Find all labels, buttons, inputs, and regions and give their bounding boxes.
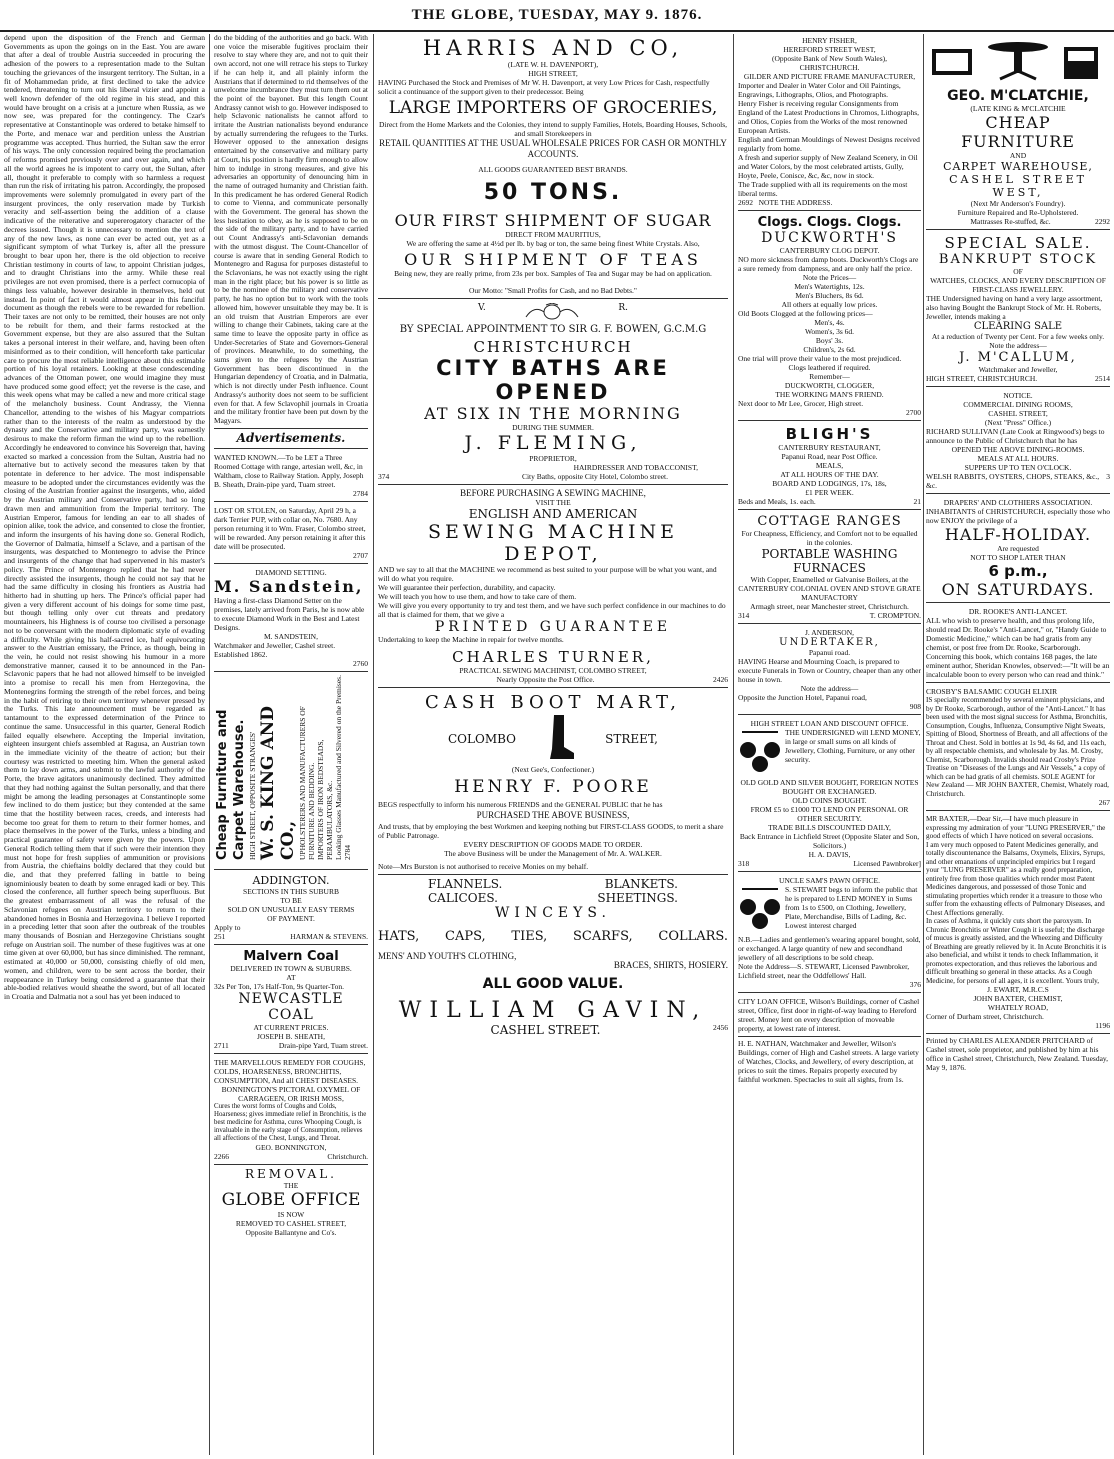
- ad-text: Cures the worst forms of Coughs and Colds, Hoarseness; gives immediate relief in Bronchitis, is the best medicine for Asthma, cures Whooping Cough, is invaluable in the early stage of Consumption, relieves all affections of the Chest, Lungs, and Throat.: [214, 1102, 367, 1142]
- ad-line: With Copper, Enamelled or Galvanise Boilers, at the: [750, 575, 909, 584]
- ad-crosby-elixir: [926, 685, 1110, 811]
- ad-cottage-ranges: [738, 512, 921, 624]
- ad-text: Undertaking to keep the Machine in repair for twelve months.: [378, 635, 564, 644]
- ad-text: H. E. NATHAN, Watchmaker and Jeweller, Wilson's Buildings, corner of High and Cashel streets. A large variety of Watches, Clocks, and Jewellery, of every description, at prices to suit the times. Repairs properly executed by faithful workmen. Spectacles to suit all sights, from 1s.: [738, 1039, 919, 1084]
- ad-title: CHEAP FURNITURE: [961, 113, 1075, 151]
- column-1: [4, 34, 205, 1455]
- furniture-illustration: [926, 39, 1110, 85]
- ad-title: BLIGH'S: [785, 425, 874, 443]
- ad-line: HAIRDRESSER AND TOBACCONIST,: [573, 463, 698, 472]
- ad-signature-line: Watchmaker and Jeweller, Cashel street. Established 1862.: [214, 640, 336, 659]
- ad-line: TRADE BILLS DISCOUNTED DAILY,: [768, 823, 891, 832]
- ad-address: Opposite the Junction Hotel, Papanui road,: [738, 693, 867, 702]
- ad-bonnington-remedy: [214, 1056, 368, 1165]
- ad-line: Watchmaker and Jeweller,: [978, 365, 1058, 374]
- ad-line: Are requested: [997, 544, 1039, 553]
- ad-text: We will teach you how to use them, and how to take care of them.: [378, 592, 577, 601]
- ad-signature-line: Christchurch.: [327, 1151, 368, 1161]
- ad-text: For Cheapness, Efficiency, and Comfort not to be equalled in the colonies.: [741, 529, 918, 547]
- ad-diamond-setting: [214, 566, 368, 672]
- ad-number: 2692: [738, 198, 753, 207]
- ad-text: And trusts, that by employing the best Workmen and keeping nothing but FIRST-CLASS GOODS, to merit a share of Public Patronage.: [378, 822, 724, 840]
- ad-line: 32s Per Ton, 17s Half-Ton, 9s Quarter-Ton.: [214, 981, 344, 991]
- ad-number: 2711: [214, 1040, 229, 1050]
- ad-line: BRACES, SHIRTS, HOSIERY.: [613, 960, 728, 970]
- ad-line: (LATE KING & M'CLATCHIE: [970, 104, 1066, 113]
- ad-line: Remember—: [809, 372, 850, 381]
- article-body: depend upon the disposition of the French and German Governments as upon the goings on in the East. You are aware that after a deal of trouble Austria succeeded in procuring the adhesion of the powers to a representation made to the Sultan touching the grievances of the insurgent territory. The Sultan, in a fit of Mohammedan pride, at first declined to take the advice tendered, threatening to turn out his liberal vizier and appoint a well known defender of the old regime in his stead, and this would have brought on a crisis at a juncture when Russia, as we now see, was prepared for the contingency. The Czar's representative at Constantinople was ordered to betake himself to the Porte, and menace war and perdition unless the Austrian programme was accepted. Thus hurried, the Sultan saw the error of his ways. The only concession required being the proclamation of reforms promised previously over and over again, and which all the world agrees he is impotent to carry out, the Sultan, after all, thought it preferable to comply with so harmless a request than run the risk of irritating his patron. Accordingly, the proposed improvements were solemnly promulgated in every part of the insurgent provinces, the only reservation made by Turkish veracity and self-assertion being the addition of a clause indicative of the reiterative and supererogatory character of the decrees issued. Though it is unnecessary to mention the text of any of the new laws, as none can ever be acted out, yet as a significant symptom of what Turkey is, after all the pressure brought to bear upon her, there is the old objection to receive Christian testimony in courts of law, to appoint Christian judges, and to draught Christians into the army. While these real privileges are not even promised, there is a perfect cornucopia of things less valuable, however desirable in themselves, held out instead. In point of fact it would almost appear in this fanciful document as though the rebels were to be rewarded for rebellion. Their taxes are not only to be remitted, their houses are not only to be rebuilt for them, and their farms restocked at the Government expense, but they are also assured that the Sultan takes a personal interest in their welfare, and, having been often misinformed as to their condition, will henceforth take particular care to procure the most reliable intelligence about this estimable portion of his loyal retainers. Looking at these condescending advances of the Ottoman power, one would imagine they must have produced some good effect; yet the reverse is the case, and this week opens what may be called a new and more critical stage of the melancholy business. Count Andrassy, the Vienna Chancellor, attending to the wishes of his Magyar compatriots rather than to the interests of the realm as understood by the dynasty and the Conservative and military party, was earnestly desirous to make the reform firman the wind up to the rebellion. Accordingly he endeavored to convince his Sovereign that, having exacted so marked a concession from the Sultan, Austria had no alternative but to actively second the measures taken by that potentate in deference to her advice. The most indispensable measure to be adopted under the circumstances evidently was the closing of the Austrian frontier against the insurgents, who, aided by the Austrian military and Conservative party, had so long drawn men and ammunition from the Imperial territory. The Austrian Emperor, famous for lending an ear to all shades of opinion alike, took the advice, and consented to close the frontier, and inform the insurgents of his having done so. General Rodich, the Governor of Dalmatia, himself a Sclave, and a partisan of the insurgents, was despatched to Montenegro to advise the Prince and insurgents of the change that had supervened in his master's policy. The Prince of Montenegro replied that he had never directly assisted the insurgents, though he could not say that he had the same difficulty in closing his frontiers as Austria had hitherto had in shutting up hers. The Prince's official paper had given a very different account of his doings for some time past, but though telling only over cut threats and predatory mountaineers, his Highness is of course too civilised a personage not to be conversant with the modern diplomatic style of evading a difficulty. While giving his half-sacred ice, half equivocating answer to the Austrian emissary, the Prince, as though, being in the vein, he could not resist showing his humour in a more demonstrative manner, caused it to be announced in the Pan-Sclavonic papers that he had not allowed himself to be inveigled into a promise to recall his men from Herzegovina, the Montenegrins forming the strength of the rebel forces, and being in the habit of retiring to their own territory whenever pressed by the Turks. This late announcement must be regarded as tantamount to the expressed determination of the Prince to continue the same. Unsuccessful in this quarter, General Rodich failed equally elsewhere. Accepting the Imperial invitation, eighteen insurgent chiefs assembled at Ragusa, an Austrian town in the immediate vicinity of the theatre of action; but their courtesy was restricted to meeting him. When the general asked them to lay down arms, and submit to the lawful authority of the Porte, the brave agitators unanimously declined. They admitted that they had nothing against the Sultan personally, and that there might be among the leading personages at Constantinople some few inclined to do them justice; but they contended at the same time that the hostility between races, creeds, and interests had become too great for them to return to their former homes, and place themselves in the power of the Turks, unless a binding and practical guarantee of safety were given by the powers. Upon General Rodich telling them that if such were their intention they must not hope for fresh supplies of ammunition or provisions from Austria, the chieftains boldly declared that they could but die, and that they preferred falling in battle to being ignominiously beaten to death by some enraged kadi or bey. This closed the conference, all further speech being superfluous. But the greatest embarrassment of all was the refusal of the Sclavonian refugees on Austrian territory to return to their abandoned homes in Bosnia and Herzegovina. I believe I reported in a preceding letter that soon after the outbreak of the troubles many thousands of Bosnian and Herzegovine Christians sought refuge on Austrian soil. The number of these fugitives was at one time given at over 60,000, but has since diminished. The remnant, estimated at 40,000 or 50,000, consisting chiefly of old men, women, and children, were to be sent across the border, their reappearance in Turkey being considered a guarantee that their able-bodied relatives would sheathe the sword, but of all located in Croatia and Dalmatia not a soul has yet been induced to: [4, 34, 205, 1002]
- boot-icon: [546, 713, 576, 765]
- ad-number: 21: [913, 497, 921, 506]
- ad-text: AND we say to all that the MACHINE we recommend as best suited to your purpose will be what you want, and will do what you require.: [378, 565, 717, 583]
- ad-line: PRACTICAL SEWING MACHINIST, COLOMBO STREET,: [459, 666, 647, 675]
- royal-arms-icon: [522, 303, 582, 324]
- ad-signature-line: JOHN BAXTER, CHEMIST,: [973, 994, 1063, 1003]
- ad-anderson-undertaker: [738, 626, 921, 715]
- ad-line: The above Business will be under the Management of Mr. A. WALKER.: [444, 849, 662, 858]
- ad-text: We will give you every opportunity to try and test them, and we have such perfect confidence in our machines to do all that is claimed for them, that we give a: [378, 601, 726, 619]
- ad-item: CALICOES.: [428, 891, 498, 905]
- ad-subtitle: ALL GOOD VALUE.: [482, 976, 624, 992]
- ad-line: Men's Bluchers, 8s 6d.: [795, 291, 864, 300]
- ad-number: 2426: [713, 675, 728, 684]
- ad-line: Old Boots Clogged at the following prices—: [738, 309, 873, 318]
- ad-line: DIRECT FROM MAURITIUS,: [505, 230, 601, 239]
- ad-line: MENS' AND YOUTH'S CLOTHING,: [378, 951, 517, 961]
- ad-line: Apply to: [214, 922, 241, 932]
- ad-line: Clogs leathered if required.: [788, 363, 871, 372]
- ad-line: SUPPERS UP TO TEN O'CLOCK.: [964, 463, 1072, 472]
- ad-lost-or-stolen: [214, 504, 368, 564]
- column-rule: [209, 34, 210, 1455]
- ad-item: FLANNELS.: [428, 877, 503, 891]
- ad-number: 2760: [353, 658, 368, 668]
- ad-number: 267: [1098, 798, 1110, 807]
- ad-subtitle: OUR FIRST SHIPMENT OF SUGAR: [394, 211, 712, 230]
- ad-name: CHARLES TURNER,: [452, 648, 654, 666]
- ad-line: PURCHASED THE ABOVE BUSINESS,: [476, 810, 630, 820]
- ad-number: 314: [738, 611, 750, 620]
- ad-signature-line: THE WORKING MAN'S FRIEND.: [775, 390, 884, 399]
- ad-sewing-machine: [378, 487, 728, 688]
- ad-item: COLLARS.: [658, 929, 728, 944]
- ad-address: Next door to Mr Lee, Grocer, High street.: [738, 399, 864, 408]
- ad-line: CANTERBURY COLONIAL OVEN AND STOVE GRATE MANUFACTORY: [738, 584, 921, 602]
- ad-item: CAPS,: [445, 929, 486, 944]
- ad-line: AT: [286, 972, 296, 982]
- ad-line: AND: [1009, 151, 1027, 160]
- ad-line: CANTERBURY CLOG DEPOT.: [779, 246, 880, 255]
- ad-king-line: Looking Glasses Manufactured and Silvered on the Premises.: [334, 674, 343, 860]
- ad-line: BOARD AND LODGINGS, 17s, 18s,: [772, 479, 887, 488]
- ad-item: BLANKETS.: [604, 877, 678, 891]
- column-3: [378, 34, 728, 1455]
- ad-text: INHABITANTS of CHRISTCHURCH, especially those who now ENJOY the privilege of a: [926, 507, 1110, 525]
- ad-number: 1196: [1095, 1021, 1110, 1030]
- ad-note: NOTE THE ADDRESS.: [758, 198, 833, 207]
- ad-line: (Next "Press" Office.): [984, 418, 1052, 427]
- ad-text: I am very much opposed to Patent Medicines generally, and totally discountenance the Balsams, Oxymels, Elixirs, Syrups, and other emanations of unprincipled empirics but I regard your "LUNG PRESERVER" as a really good preparation, entirely free from those qualities which render most Patent Medicines dangerous, and possessed of those Tonic and stimulating properties which render it a treasure to those who suffer from the exhausting effects of Pulmonary Diseases, and Chest Affections generally.: [926, 840, 1105, 917]
- ad-line: STREET,: [605, 732, 658, 746]
- article-body-continued: do the bidding of the authorities and go back. With one voice the miserable fugitives proclaim their resolve to stay where they are, and not to quit their own accord, not one will retrace his steps to Turkey if he can help it, and all plainly inform the Austrians that if determined to rid themselves of the unwelcome incumbrance they must turn them out at the point of the bayonet. But this length Count Andrassy cannot wish to go. However indisposed to help Sclavonic nationalists he cannot afford to irritate the Austrian nationalists beyond endurance by actually surrendering the refugees to the Turks. However opposed to the annexation designs entertained by the conservative and military party at Court, his position is hardly firm enough to allow him to indulge in strong measures, and give his adversaries an opportunity of denouncing him in the name of outraged humanity and Christian faith. In this predicament he has ordered General Rodich to come to Vienna, and communicate personally with the Government. The general has shown the less hesitation to obey, as he is supposed to be on the side of the military party, and to have carried out Count Andrassy's anti-Sclavonian demands with the utmost disgust. The Count-Chancellor of course is aware that in sending General Rodich to Montenegro and Ragusa for purposes distasteful to the Sclavonians, he was not exactly using the right man in the right place; but his power is so little as to be the nominee of the military and conservative party, he has no option but to work with the tools allowed him, however unsuitable they may be. It is an old truism that Austrian Emperors are ever willing to change their Cabinets, taking care at the same time to leave the opposite party in office as Under-Secretaries of State and Governors-General of provinces. Meanwhile, to do something, the sums given to the refugees by the Austrian Government has been discontinued in the Hungarian dependency of Croatia, and in Dalmatia, which is not directly under Pesth influence. Count Andrassy's authority does not seem to be sufficient even for that. A few Sclavophil journals in Croatia and the military frontier have been put down by the Magyars.: [214, 34, 368, 425]
- ad-drapers-association: [926, 496, 1110, 603]
- ad-subheading: BANKRUPT STOCK: [938, 252, 1098, 267]
- ad-line: SOLD ON UNUSUALLY EASY TERMS: [227, 904, 355, 914]
- ad-address: City Baths, opposite City Hotel, Colombo street.: [521, 472, 668, 481]
- ad-time: 6 p.m.,: [988, 562, 1048, 580]
- pawnbroker-balls-icon: [738, 728, 782, 778]
- ad-text: THE Undersigned having on hand a very large assortment, also having Bought the Bankrupt Stock of Mr. H. Roberts, Jeweller, intends making a: [926, 294, 1103, 321]
- ad-heading: CROSBY'S BALSAMIC COUGH ELIXIR: [926, 687, 1058, 696]
- ad-name: GEO. M'CLATCHIE,: [947, 88, 1089, 104]
- ad-line: (Opposite Bank of New South Wales),: [771, 54, 888, 63]
- ad-text: CITY LOAN OFFICE, Wilson's Buildings, corner of Cashel street, Office, first door in right-of-way leading to Hereford street. Money lent on every description of moveable property, at lowest rate of interest.: [738, 997, 920, 1033]
- ad-line: COMMERCIAL DINING ROOMS,: [963, 400, 1073, 409]
- ad-line: AT ALL HOURS OF THE DAY.: [780, 470, 879, 479]
- ad-line: THE MARVELLOUS REMEDY FOR COUGHS, COLDS, HOARSENESS, BRONCHITIS, CONSUMPTION, And all CHEST DISEASES.: [214, 1057, 366, 1085]
- ad-address: Nearly Opposite the Post Office.: [496, 675, 595, 684]
- ad-text: English and German Mouldings of Newest Designs received regularly from home.: [738, 135, 920, 153]
- ad-line: OF PAYMENT.: [267, 913, 315, 923]
- ad-text: Having a first-class Diamond Setter on the premises, lately arrived from Paris, he is now able to execute Diamond Work in the Best and Latest Designs.: [214, 595, 365, 632]
- ad-number: 2784: [353, 488, 368, 498]
- ad-text: The Trade supplied with all its requirements on the most liberal terms.: [738, 180, 908, 198]
- ad-signature-line: WHATELY ROAD,: [987, 1003, 1049, 1012]
- ad-heading: COTTAGE RANGES: [757, 514, 902, 529]
- ad-city-baths: [378, 301, 728, 485]
- furniture-icon: [928, 39, 1108, 85]
- ad-commercial-dining-rooms: [926, 389, 1110, 494]
- ad-text: WANTED KNOWN.—To be LET a Three Roomed Cottage with range, artesian well, &c, in Waltham, close to Railway Station. Apply, Joseph B. Sheath, Drain-pipe yard, Tuam street.: [214, 452, 364, 489]
- ad-number: 376: [909, 980, 921, 989]
- ad-address: Corner of Durham street, Christchurch.: [926, 1012, 1044, 1021]
- ad-baxter-lung-preserver: [926, 813, 1110, 1034]
- column-2: [214, 34, 368, 1455]
- ad-heading: Clogs. Clogs. Clogs.: [757, 215, 902, 230]
- ad-city-loan-office: [738, 995, 921, 1037]
- ad-king-line: FURNITURE AND BEDDING.: [307, 762, 316, 860]
- ad-name: DUCKWORTH'S: [761, 230, 898, 246]
- ad-text: S. STEWART begs to inform the public that he is prepared to LEND MONEY in Sums from 1s to £500, on Clothing, Jewellery, Plate, Merchandise, Bills of Lading, &c. Lowest interest charged: [785, 885, 918, 930]
- royal-r: R.: [618, 303, 628, 313]
- ad-malvern-coal: [214, 947, 368, 1054]
- ad-text: ALL who wish to preserve health, and thus prolong life, should read Dr. Rooke's "Anti-Lancet," or, "Handy Guide to Domestic Medicine," which can be had gratis from any chemist, or post free from Dr. Rooke, Scarborough. Concerning this book, which contains 168 pages, the late eminent author, Sheridan Knowles, observed:—"It will be an incalculable boon to every person who can read and think.": [926, 616, 1110, 679]
- ad-name: HENRY F. POORE: [454, 777, 652, 797]
- ad-addington: [214, 872, 368, 945]
- ad-number: 2456: [712, 1023, 728, 1032]
- ad-text: LOST OR STOLEN, on Saturday, April 29 h, a dark Terrier PUP, with collar on, No. 7680. Any person returning it to Wm. Fraser, Colombo street, will be rewarded. Any person retaining it after this date will be prosecuted.: [214, 505, 366, 551]
- masthead: THE GLOBE, TUESDAY, MAY 9. 1876.: [0, 0, 1114, 32]
- ad-line: Men's, 4s.: [814, 318, 845, 327]
- ad-line: Note the address—: [800, 684, 859, 693]
- royal-v: V.: [478, 303, 486, 313]
- ad-text: N.B.—Ladies and gentlemen's wearing apparel bought, sold, or exchanged. A large quantity of new and secondhand jewellery of all descriptions to be sold cheap.: [738, 935, 921, 962]
- ad-line: HIGH STREET,: [528, 69, 578, 78]
- ad-heading: ADDINGTON.: [252, 873, 330, 887]
- ad-text: RETAIL QUANTITIES AT THE USUAL WHOLESALE PRICES FOR CASH OR MONTHLY ACCOUNTS.: [379, 138, 727, 159]
- ad-heading: Malvern Coal: [243, 948, 339, 964]
- ad-heading: DR. ROOKE'S ANTI-LANCET.: [968, 607, 1068, 616]
- ad-mclatchie-furniture: [926, 34, 1110, 230]
- ad-text: A fresh and superior supply of New Zealand Scenery, in Oil and Water Colors, by the most celebrated artists, Gully, Hoyte, Peele, Conisce, &c, &c, now in stock.: [738, 153, 918, 180]
- ad-line: VISIT THE: [535, 498, 571, 507]
- ad-king-line: UPHOLSTERERS AND MANUFACTURERS OF: [298, 705, 307, 860]
- ad-text: NO more sickness from damp boots. Duckworth's Clogs are a sure remedy from dampness, and are only half the price.: [738, 255, 919, 273]
- ad-line: Mattrasses Re-stuffed, &c.: [970, 217, 1051, 226]
- ad-title: ON SATURDAYS.: [941, 580, 1095, 599]
- ad-text: BEGS respectfully to inform his numerous FRIENDS and the GENERAL PUBLIC that he has: [378, 800, 663, 809]
- column-rule: [923, 34, 924, 1455]
- ad-number: 2784: [343, 844, 352, 860]
- ad-item: TIES,: [511, 929, 548, 944]
- ad-text: Direct from the Home Markets and the Colonies, they intend to supply Families, Hotels, Boarding Houses, Schools, and small Storekeepers in: [378, 120, 728, 138]
- ad-line: All others at equally low prices.: [781, 300, 878, 309]
- ad-line: CLEARING SALE: [973, 321, 1063, 332]
- ad-line: Note the Prices—: [802, 273, 857, 282]
- ad-heading: HIGH STREET LOAN AND DISCOUNT OFFICE.: [750, 719, 909, 728]
- ad-text: We are offering the same at 4½d per lb. by bag or ton, the same being finest White Crystals. Also,: [406, 239, 700, 248]
- ad-line: CARPET WAREHOUSE,: [943, 160, 1093, 173]
- ad-line: OLD COINS BOUGHT.: [792, 796, 867, 805]
- ad-text: HAVING Hearse and Mourning Coach, is prepared to execute Funerals in Town or Country, cheaper than any other house in town.: [738, 657, 921, 684]
- ad-line: (LATE W. H. DAVENPORT),: [507, 60, 599, 69]
- ad-line: GILDER AND PICTURE FRAME MANUFACTURER,: [743, 72, 916, 81]
- ad-line: £1 PER WEEK.: [805, 488, 854, 497]
- advertisements-heading: Advertisements.: [236, 430, 346, 445]
- ad-line: ENGLISH AND AMERICAN: [468, 507, 638, 521]
- ad-line: OLD GOLD AND SILVER BOUGHT, FOREIGN NOTES BOUGHT OR EXCHANGED.: [740, 778, 919, 796]
- ad-note: Note—Mrs Burston is not authorised to receive Monies on my behalf.: [378, 862, 589, 871]
- ad-subtitle: LARGE IMPORTERS OF GROCERIES,: [388, 98, 718, 118]
- ad-number: 2292: [1094, 217, 1110, 226]
- ad-text: ALL GOODS GUARANTEED BEST BRANDS.: [478, 165, 628, 174]
- ad-subtitle: AT SIX IN THE MORNING: [424, 404, 682, 423]
- ad-line: DURING THE SUMMER.: [512, 423, 594, 432]
- ad-line: Men's Watertights, 12s.: [794, 282, 865, 291]
- column-rule: [733, 34, 734, 1455]
- ad-text: We will guarantee their perfection, durability, and capacity.: [378, 583, 556, 592]
- ad-line: EVERY DESCRIPTION OF GOODS MADE TO ORDER.: [463, 840, 643, 849]
- ad-signature: J. EWART, M.R.C.S: [987, 985, 1049, 994]
- ad-item: WINCEYS.: [495, 905, 611, 921]
- ad-subtitle: PORTABLE WASHING FURNACES: [761, 547, 898, 575]
- ad-title: M. Sandstein,: [214, 576, 364, 596]
- ad-heading: NOTICE.: [1003, 391, 1033, 400]
- ad-number: 2707: [353, 550, 368, 560]
- ad-line: Papanui Road, near Post Office.: [781, 452, 878, 461]
- ad-number: 251: [214, 931, 226, 941]
- ad-signature: T. CROMPTON.: [869, 611, 921, 620]
- ad-item: SCARFS,: [573, 929, 633, 944]
- ad-name: WILLIAM GAVIN,: [398, 998, 708, 1023]
- ad-title: SEWING MACHINE DEPOT,: [427, 521, 679, 565]
- ad-signature: H. A. DAVIS,: [808, 850, 851, 859]
- ad-line: THE: [283, 1180, 299, 1190]
- ad-king-furniture: [214, 674, 368, 870]
- ad-number: 318: [738, 859, 750, 868]
- ad-line: PROPRIETOR,: [529, 454, 577, 463]
- ad-line: WELSH RABBITS, OYSTERS, CHOPS, STEAKS, &c., &c.: [926, 472, 1100, 490]
- ad-line: BEFORE PURCHASING A SEWING MACHINE,: [460, 488, 646, 498]
- ad-line: Opposite Ballantyne and Co's.: [245, 1227, 337, 1237]
- ad-text: THE UNDERSIGNED will LEND MONEY, in large or small sums on all kinds of Jewellery, Clothing, Furniture, or any other security.: [785, 728, 921, 764]
- ad-blighs-restaurant: [738, 423, 921, 510]
- ad-line: OF: [1013, 267, 1023, 276]
- ad-line: TO BE: [280, 895, 302, 905]
- ad-title: HARRIS AND CO,: [422, 36, 684, 60]
- ad-nathan-watchmaker: [738, 1039, 921, 1084]
- ad-line: CHRISTCHURCH.: [799, 63, 860, 72]
- ad-heading: REMOVAL.: [244, 1166, 337, 1181]
- ad-line: COLOMBO: [448, 732, 516, 746]
- ad-line: Women's, 3s 6d.: [804, 327, 855, 336]
- ad-line: AT CURRENT PRICES.: [253, 1022, 329, 1032]
- ad-text: In cases of Asthma, it quickly cuts short the paroxysm. In Chronic Bronchitis or Winter Cough it is useful; the discharge of mucus is greatly assisted, and the Wheezing and Difficulty of Breathing are greatly relieved by it. In Acute Bronchitis it is also beneficial, and whilst it tends to check Inflammation, it promotes expectoration, and thus relieves the laborious and difficult breathing so general in these attacks. As a Cough Medicine, for persons of all ages, it is excellent. Yours truly,: [926, 917, 1107, 985]
- ad-text: RICHARD SULLIVAN (Late Cook at Ringwood's) begs to announce to the Public of Christchurch that he has: [926, 427, 1105, 445]
- ad-text: Henry Fisher is receiving regular Consignments from England of the Latest Productions in Chromos, Lithographs, and Olios, Copies from the Works of the most renowned European Artists.: [738, 99, 920, 135]
- column-rule: [373, 34, 374, 1455]
- ad-line: CHRISTCHURCH: [473, 338, 633, 356]
- ad-signature: DUCKWORTH, CLOGGER,: [784, 381, 875, 390]
- ad-duckworth-clogs: [738, 213, 921, 421]
- ad-text: HAVING Purchased the Stock and Premises of Mr W. H. Davenport, at very Low Prices for Cash, respectfully solicit a continuance of the support given to their predecessor. Being: [378, 78, 710, 96]
- ad-number: 2514: [1095, 374, 1110, 383]
- ad-title: GLOBE OFFICE: [221, 1189, 361, 1210]
- ad-line: DELIVERED IN TOWN & SUBURBS.: [230, 963, 352, 973]
- ad-line: WATCHES, CLOCKS, AND EVERY DESCRIPTION OF FIRST-CLASS JEWELLERY.: [930, 276, 1106, 294]
- ad-wanted-known: [214, 451, 368, 502]
- ad-line: REMOVED TO CASHEL STREET,: [235, 1218, 347, 1228]
- ad-line: Furniture Repaired and Re-Upholstered.: [957, 208, 1079, 217]
- ad-special-sale: [926, 232, 1110, 387]
- ad-tons: 50 TONS.: [483, 180, 623, 205]
- ad-line: CANTERBURY RESTAURANT,: [778, 443, 881, 452]
- ad-subtitle: PRINTED GUARANTEE: [434, 619, 672, 635]
- ad-line: Papanui road.: [808, 648, 851, 657]
- ad-removal: [214, 1167, 368, 1237]
- ad-signature: HARMAN & STEVENS.: [290, 931, 368, 941]
- ad-line: HIGH STREET, CHRISTCHURCH.: [926, 374, 1038, 383]
- imprint: Printed by CHARLES ALEXANDER PRITCHARD of Cashel street, sole proprietor, and published by him at his office in Cashel street, Christchurch, New Zealand. Tuesday, May 9, 1876.: [926, 1036, 1109, 1072]
- ad-line: At a reduction of Twenty per Cent. For a few weeks only.: [931, 332, 1105, 341]
- ad-line: MEALS AT ALL HOURS.: [977, 454, 1059, 463]
- ad-king-address: HIGH STREET, OPPOSITE STRANGES': [248, 731, 257, 860]
- ad-line: Note the address—: [989, 341, 1047, 350]
- ad-text: Importer and Dealer in Water Color and Oil Paintings, Engravings, Lithographs, Olios, and Photographs.: [738, 81, 901, 99]
- ad-line: OPENED THE ABOVE DINING-ROOMS.: [951, 445, 1085, 454]
- ad-title: HALF-HOLIDAY.: [944, 525, 1092, 544]
- ad-subheading: NEWCASTLE COAL: [238, 990, 344, 1023]
- ad-heading: DIAMOND SETTING.: [255, 567, 327, 577]
- ad-line: MEALS,: [815, 461, 844, 470]
- ad-signature: M. SANDSTEIN,: [264, 631, 318, 641]
- ad-heading: DRAPERS' AND CLOTHIERS ASSOCIATION.: [943, 498, 1093, 507]
- ad-line: FROM £5 to £1000 TO LEND ON PERSONAL OR OTHER SECURITY.: [750, 805, 909, 823]
- ad-line: Boys' 3s.: [815, 336, 844, 345]
- ad-name: J. M'CALLUM,: [959, 350, 1077, 365]
- ad-line: (Next Gee's, Confectioner.): [511, 765, 595, 774]
- pawnbroker-balls-icon: [738, 885, 782, 935]
- ad-line: NOT TO SHOP LATER THAN: [970, 553, 1066, 562]
- ad-king-left: Cheap Furniture and Carpet Warehouse.: [215, 709, 247, 860]
- ad-king-name: W. S. KING AND CO.,: [258, 705, 298, 860]
- ad-line: BY SPECIAL APPOINTMENT TO SIR G. F. BOWEN, G.C.M.G: [399, 324, 707, 335]
- ad-item: HATS,: [378, 929, 420, 944]
- ad-high-street-loan: [738, 717, 921, 872]
- column-5: [926, 34, 1110, 1455]
- ad-line: IS NOW: [277, 1209, 305, 1219]
- ad-line: Children's, 2s 6d.: [803, 345, 856, 354]
- ad-name: J. ANDERSON,: [805, 628, 854, 637]
- ad-signature-line: Drain-pipe Yard, Tuam street.: [278, 1040, 368, 1050]
- ad-number: 2266: [214, 1151, 229, 1161]
- ad-number: 374: [378, 472, 390, 481]
- ad-heading: UNCLE SAM'S PAWN OFFICE.: [779, 876, 880, 885]
- ad-line: CASHEL STREET.: [490, 1023, 601, 1037]
- ad-william-gavin: [378, 877, 728, 1037]
- ad-line: HEREFORD STREET WEST,: [783, 45, 876, 54]
- ad-number: 2700: [906, 408, 921, 417]
- ad-henry-fisher: [738, 34, 921, 211]
- ad-text: IS specially recommended by several eminent physicians, and by Dr Rooke, Scarborough, author of the "Anti-Lancet." It has been used with the most signal success for Asthma, Bronchitis, Consumption, Coughs, Influenza, Consumptive Night Sweats, Spitting of Blood, Shortness of Breath, and all affections of the Throat and Chest. Sold in bottles at 1s 9d, 4s 6d, and 11s each, by all respectable chemists, and wholesale by Jas. M. Crosby, Chemist, Scarborough. Invalids should read Crosby's Prize Treatise on "Diseases of the Lungs and Air Vessels," a copy of which can be had gratis of all chemists. SOLE AGENT for New Zealand — MR JOHN BAXTER, Chemist, Whately road, Christchurch.: [926, 696, 1109, 798]
- ad-uncle-sams-pawn: [738, 874, 921, 993]
- ad-line: Beds and Meals, 1s. each.: [738, 497, 816, 506]
- ad-line: Back Entrance in Lichfield Street (Opposite Slater and Son, Solicitors.): [739, 832, 920, 850]
- ad-item: SHEETINGS.: [597, 891, 678, 905]
- ad-name: J. FLEMING,: [464, 432, 642, 454]
- ad-line: Armagh street, near Manchester street, Christchurch.: [750, 602, 909, 611]
- ad-line: CASHEL STREET WEST,: [949, 173, 1087, 199]
- ad-text: MR BAXTER,—Dear Sir,—I have much pleasure in expressing my admiration of your "LUNG PRESERVER," the good effects of which I have noticed on several occasions.: [926, 815, 1106, 840]
- ad-rookes-anti-lancet: [926, 605, 1110, 683]
- ad-line: (Next Mr Anderson's Foundry).: [970, 199, 1066, 208]
- ad-signature: GEO. BONNINGTON,: [255, 1142, 327, 1152]
- ad-line: SECTIONS IN THIS SUBURB: [243, 886, 339, 896]
- ad-motto: Our Motto: "Small Profits for Cash, and no Bad Debts.": [469, 286, 637, 295]
- ad-line: UNDERTAKER,: [779, 637, 880, 648]
- ad-text: Note the Address—S. STEWART, Licensed Pawnbroker, Lichfield street, near the Oddfellows' Hall.: [738, 962, 910, 980]
- ad-subtitle: OUR SHIPMENT OF TEAS: [404, 250, 702, 269]
- advertisements-heading-block: [214, 428, 368, 449]
- ad-line: CASHEL STREET,: [988, 409, 1048, 418]
- ad-title: CASH BOOT MART,: [424, 692, 682, 713]
- ad-signature: JOSEPH B. SHEATH,: [257, 1031, 325, 1041]
- column-4: [738, 34, 921, 1455]
- ad-number: 908: [909, 702, 921, 711]
- ad-text: Being new, they are really prime, from 23s per box. Samples of Tea and Sugar may be had on application.: [394, 269, 712, 278]
- ad-signature-line: Licensed Pawnbroker]: [853, 859, 921, 868]
- ad-heading: SPECIAL SALE.: [944, 234, 1092, 252]
- ad-number: 3: [1106, 472, 1110, 481]
- ad-cash-boot-mart: [378, 690, 728, 875]
- ad-text: One trial will prove their value to the most prejudiced.: [738, 354, 902, 363]
- ad-title: CITY BATHS ARE OPENED: [436, 356, 670, 404]
- ad-harris-and-co: [378, 34, 728, 299]
- ad-king-line: IMPORTERS OF IRON BEDSTEADS, PERAMBULATORS, &c.: [316, 739, 334, 860]
- ad-line: BONNINGTON'S PICTORAL OXYMEL OF CARRAGEEN, OR IRISH MOSS,: [221, 1084, 361, 1103]
- ad-name: HENRY FISHER,: [802, 36, 857, 45]
